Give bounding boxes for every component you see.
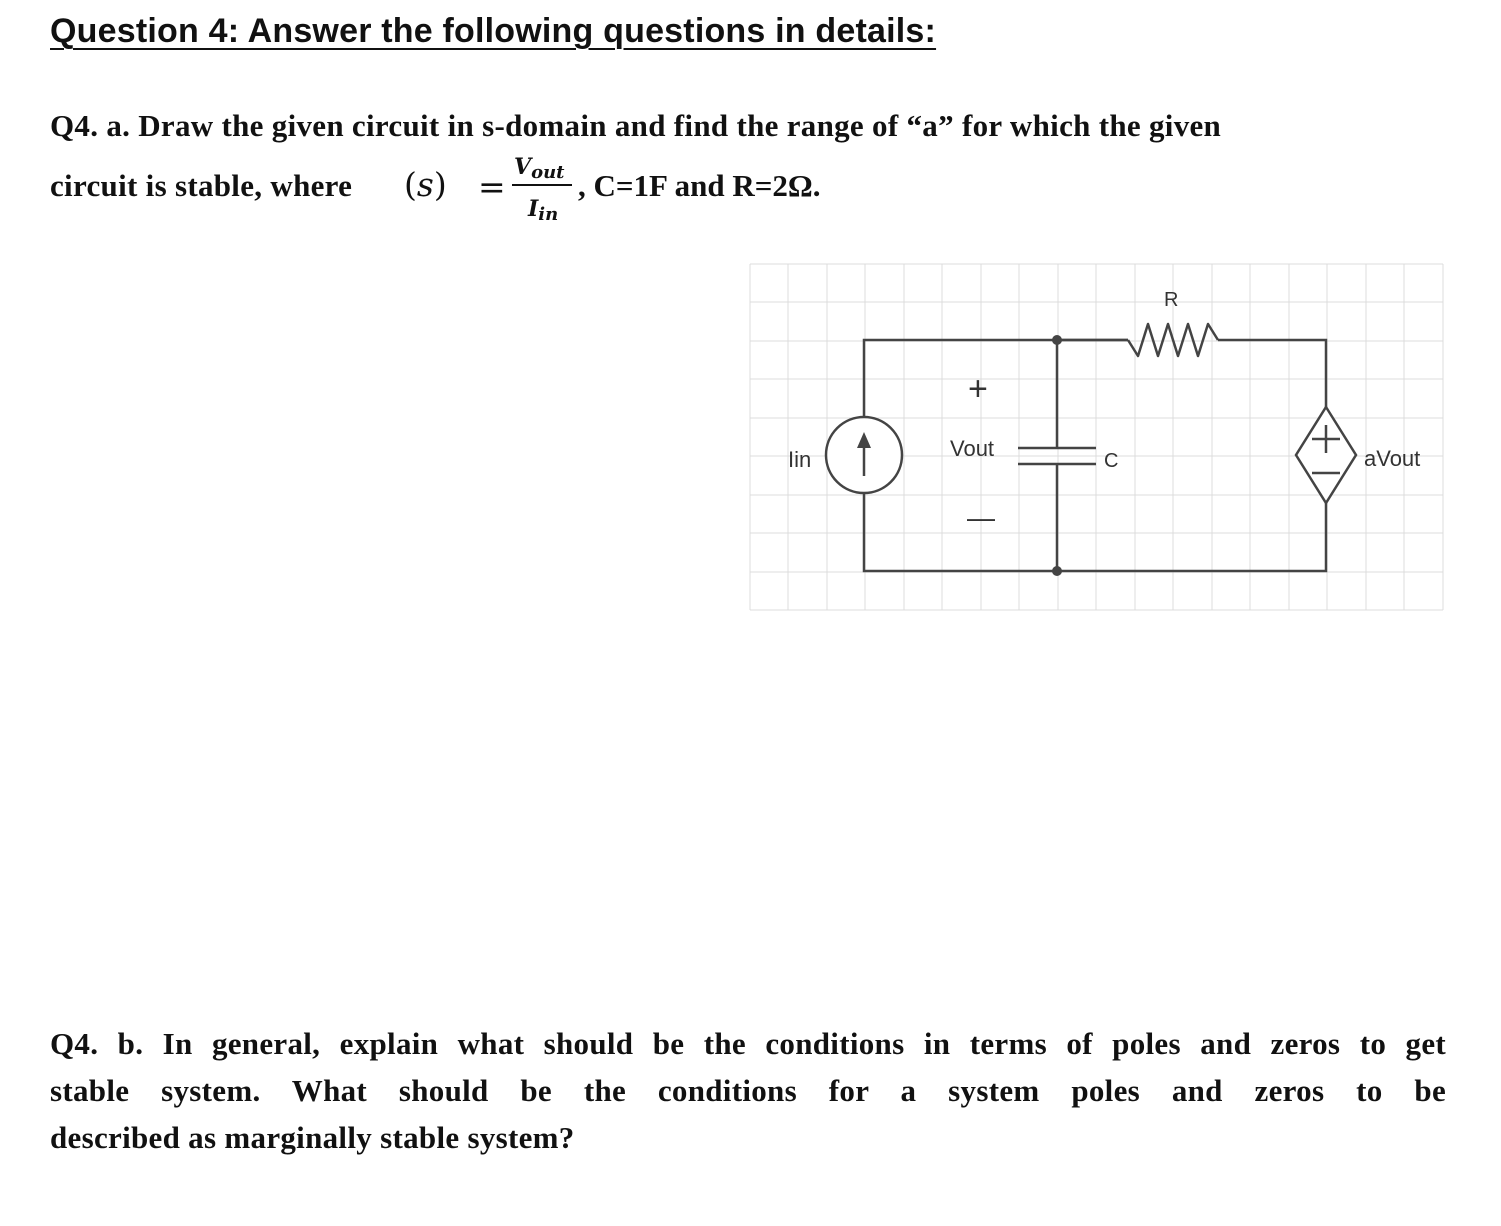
q4b-text-line2: stable system. What should be the conditions for a system poles and zeros to be [50,1073,1446,1108]
formula-fraction-bar [512,184,572,186]
label-vout: Vout [950,436,995,461]
junction-top [1052,335,1062,345]
label-c: C [1104,450,1119,472]
label-plus: + [968,370,988,408]
formula-s-paren: (s) [404,165,447,204]
label-iin: Iin [788,447,812,472]
q4a-text-line2: circuit is stable, where [50,168,353,203]
formula-numerator: $V_{out}$ [514,154,565,183]
junction-bottom [1052,566,1062,576]
q4b-paragraph [50,1020,1446,1161]
formula-equals: = [478,167,506,206]
dependent-source-symbol [1296,407,1356,503]
q4b-text-line3: described as marginally stable system? [50,1120,575,1155]
q4a-text-line1: Q4. a. Draw the given circuit in s-domain and find the range of “a” for which the given [50,108,1222,143]
q4a-component-values: , C=1F and R=2Ω. [578,168,821,203]
q4b-text-line1: Q4. b. In general, explain what should be the conditions in terms of poles and zeros to get [50,1026,1446,1061]
formula-denominator: $I_{in}$ [528,196,559,225]
label-avout: aVout [1364,446,1421,471]
label-r: R [1164,289,1179,311]
circuit-diagram [748,262,1448,614]
current-source-symbol [826,417,902,493]
question-heading: Question 4: Answer the following questions in details: [50,12,937,50]
label-minus: — [967,502,995,533]
